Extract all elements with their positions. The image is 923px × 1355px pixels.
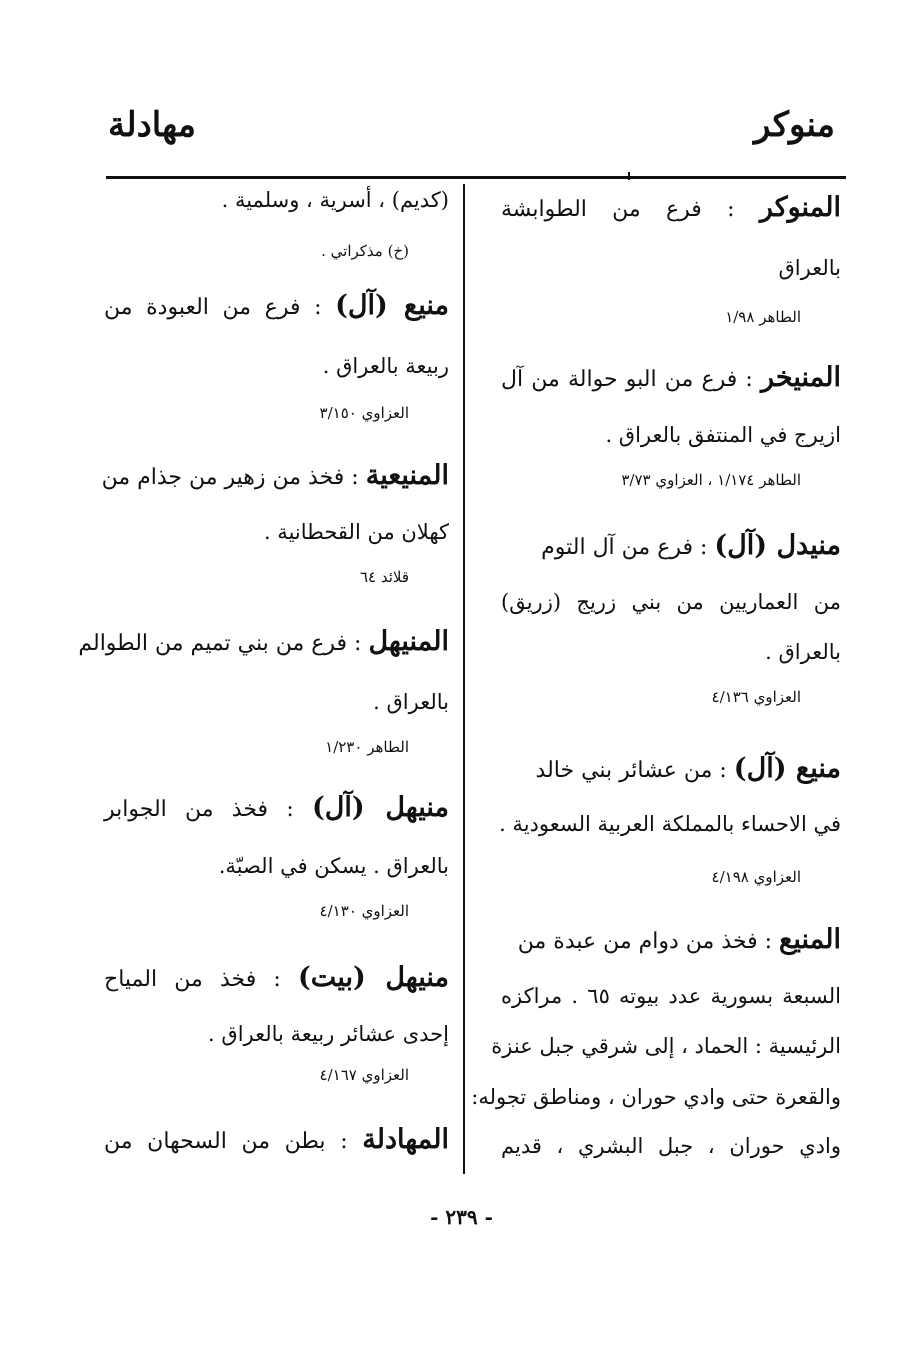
entry-name: المنيخر [761, 362, 841, 393]
entry-line [501, 753, 841, 785]
entry-text: : من عشائر بني خالد [535, 758, 734, 783]
entry-line: وادي حوران ، جبل البشري ، قديم [501, 1134, 841, 1158]
entry-line: من العماريين من بني زريج (زريق) [501, 590, 841, 614]
entry-line [501, 924, 841, 956]
entry-line [104, 792, 449, 824]
entry-text: : فرع من بني تميم من الطوالم [78, 631, 369, 656]
entry-line: بالعراق . [765, 640, 841, 664]
entry-source: (خ) مذكراتي . [321, 242, 409, 260]
entry-line [104, 290, 449, 322]
entry-text: : فخذ من الجوابر [104, 797, 313, 822]
entry-name: منيدل (آل) [714, 530, 841, 561]
entry-line: والقعرة حتى وادي حوران ، ومناطق تجوله: [471, 1085, 841, 1109]
entry-text: : فخذ من دوام من عبدة من [517, 929, 779, 954]
entry-line: السبعة بسورية عدد بيوته ٦٥ . مراكزه [501, 984, 841, 1008]
entry-line [501, 192, 841, 224]
header-rule [106, 176, 846, 179]
entry-text: : فرع من الطوابشة [501, 197, 760, 222]
entry-line: (كديم) ، أسرية ، وسلمية . [221, 188, 449, 212]
entry-name: المنيع [778, 924, 841, 955]
entry-text: : فرع من آل التوم [541, 535, 715, 560]
entry-source: الطاهر ١/٢٣٠ [325, 738, 409, 756]
entry-source: الطاهر ١/١٧٤ ، العزاوي ٣/٧٣ [621, 471, 801, 489]
entry-source: العزاوي ٤/١٣٠ [319, 902, 409, 920]
entry-name: منيهل (بيت) [298, 962, 449, 993]
entry-name: المنيعية [365, 460, 449, 491]
entry-line [104, 1124, 449, 1156]
entry-line: كهلان من القحطانية . [263, 520, 449, 544]
entry-line [501, 530, 841, 562]
entry-source: العزاوي ٣/١٥٠ [319, 404, 409, 422]
header-rule-notch [628, 172, 638, 180]
entry-source: العزاوي ٤/١٣٦ [711, 688, 801, 706]
entry-source: قلائد ٦٤ [359, 568, 409, 586]
entry-line: بالعراق . [373, 690, 449, 714]
entry-line: بالعراق . يسكن في الصبّة. [218, 854, 449, 878]
entry-source: العزاوي ٤/١٦٧ [319, 1066, 409, 1084]
entry-line: في الاحساء بالمملكة العربية السعودية . [499, 812, 841, 836]
column-divider [463, 184, 465, 1174]
entry-text: : بطن من السحهان من [104, 1129, 363, 1154]
entry-name: منيهل (آل) [312, 792, 450, 823]
entry-name: المهادلة [362, 1124, 449, 1155]
running-head-left: مهادلة [108, 105, 196, 145]
entry-name: منيع (آل) [335, 290, 449, 321]
entry-line: الرئيسية : الحماد ، إلى شرقي جبل عنزة [491, 1034, 841, 1058]
entry-text: : فخذ من زهير من جذام من [101, 465, 366, 490]
entry-line [104, 962, 449, 994]
entry-text: : فرع من العبودة من [104, 295, 336, 320]
entry-text: : فخذ من المياح [104, 967, 299, 992]
entry-name: منيع (آل) [733, 753, 841, 784]
entry-line [501, 362, 841, 394]
entry-line: إحدى عشائر ربيعة بالعراق . [208, 1022, 449, 1046]
entry-name: المنيهل [368, 626, 449, 657]
entry-line: ربيعة بالعراق . [322, 354, 449, 378]
entry-line: بالعراق [778, 256, 841, 280]
entry-text: : فرع من البو حوالة من آل [501, 367, 762, 392]
running-head-right: منوكر [754, 105, 835, 145]
page-number: - ٢٣٩ - [430, 1205, 493, 1229]
entry-line [101, 460, 449, 492]
entry-source: العزاوي ٤/١٩٨ [711, 868, 801, 886]
entry-name: المنوكر [759, 192, 841, 223]
entry-line [78, 626, 449, 658]
entry-source: الطاهر ١/٩٨ [725, 308, 801, 326]
entry-line: ازيرج في المنتفق بالعراق . [605, 423, 841, 447]
